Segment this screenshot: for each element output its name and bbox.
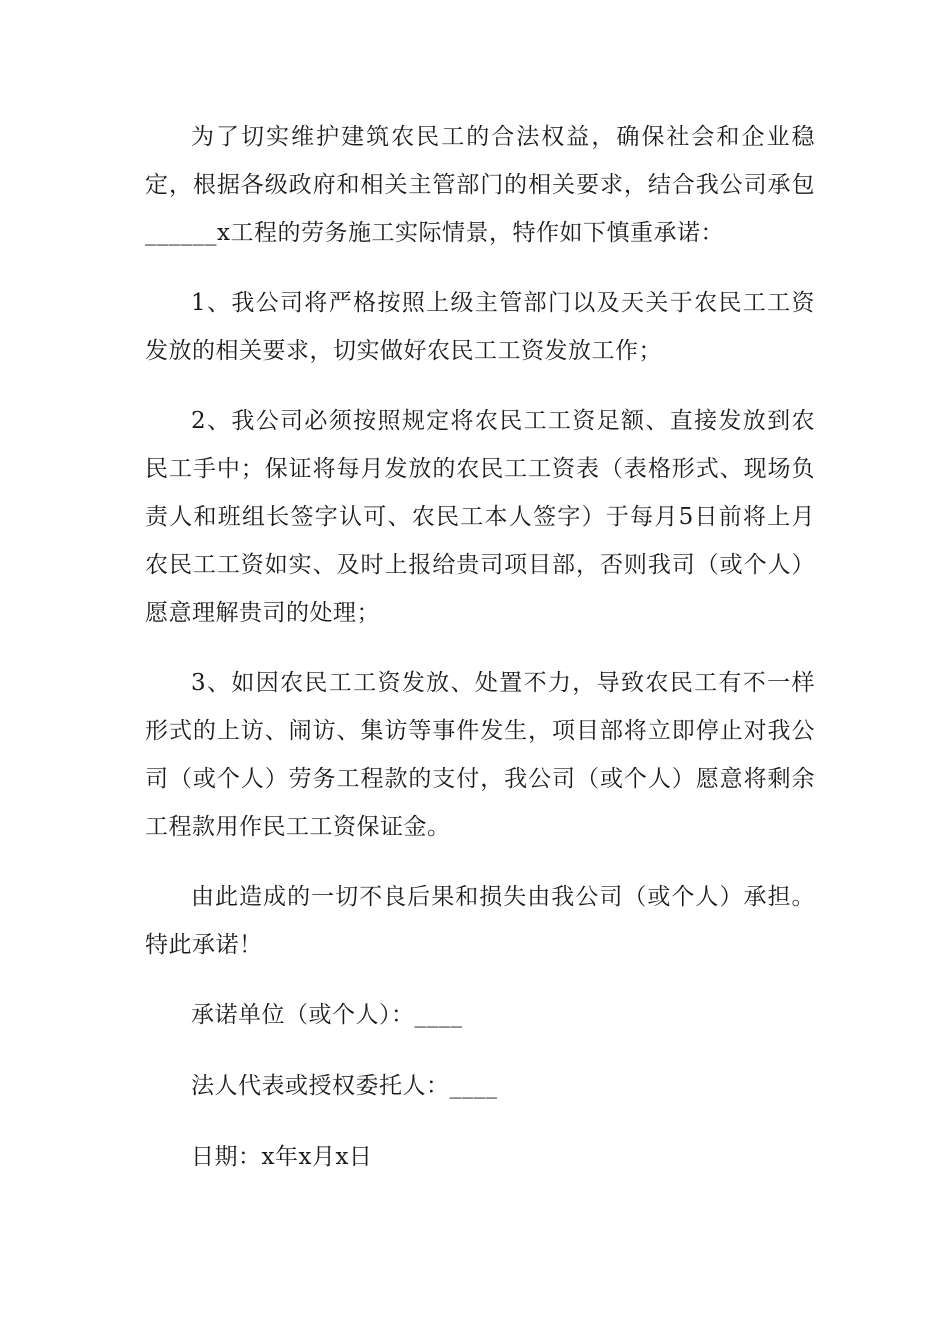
clause-2-paragraph: 2、我公司必须按照规定将农民工工资足额、直接发放到农民工手中；保证将每月发放的农民工工资表（表格形式、现场负责人和班组长签字认可、农民工本人签字）于每月5日前将上月农民工工资如实、及时上报给贵司项目部，否则我司（或个人）愿意理解贵司的处理； [145,408,815,626]
signature-representative-line: 法人代表或授权委托人：____ [191,1073,498,1099]
clause-1-paragraph: 1、我公司将严格按照上级主管部门以及天关于农民工工资发放的相关要求，切实做好农民工工资发放工作； [145,290,815,364]
clause-3-paragraph: 3、如因农民工工资发放、处置不力，导致农民工有不一样形式的上访、闹访、集访等事件发生，项目部将立即停止对我公司（或个人）劳务工程款的支付，我公司（或个人）愿意将剩余工程款用作民工工资保证金。 [145,670,815,840]
document-body [145,113,815,1204]
intro-paragraph: 为了切实维护建筑农民工的合法权益，确保社会和企业稳定，根据各级政府和相关主管部门的相关要求，结合我公司承包______x工程的劳务施工实际情景，特作如下慎重承诺： [145,124,815,246]
closing-paragraph: 由此造成的一切不良后果和损失由我公司（或个人）承担。特此承诺！ [145,884,815,958]
signature-unit-line: 承诺单位（或个人）：____ [191,1002,463,1028]
signature-date-line: 日期：x年x月x日 [191,1144,373,1170]
